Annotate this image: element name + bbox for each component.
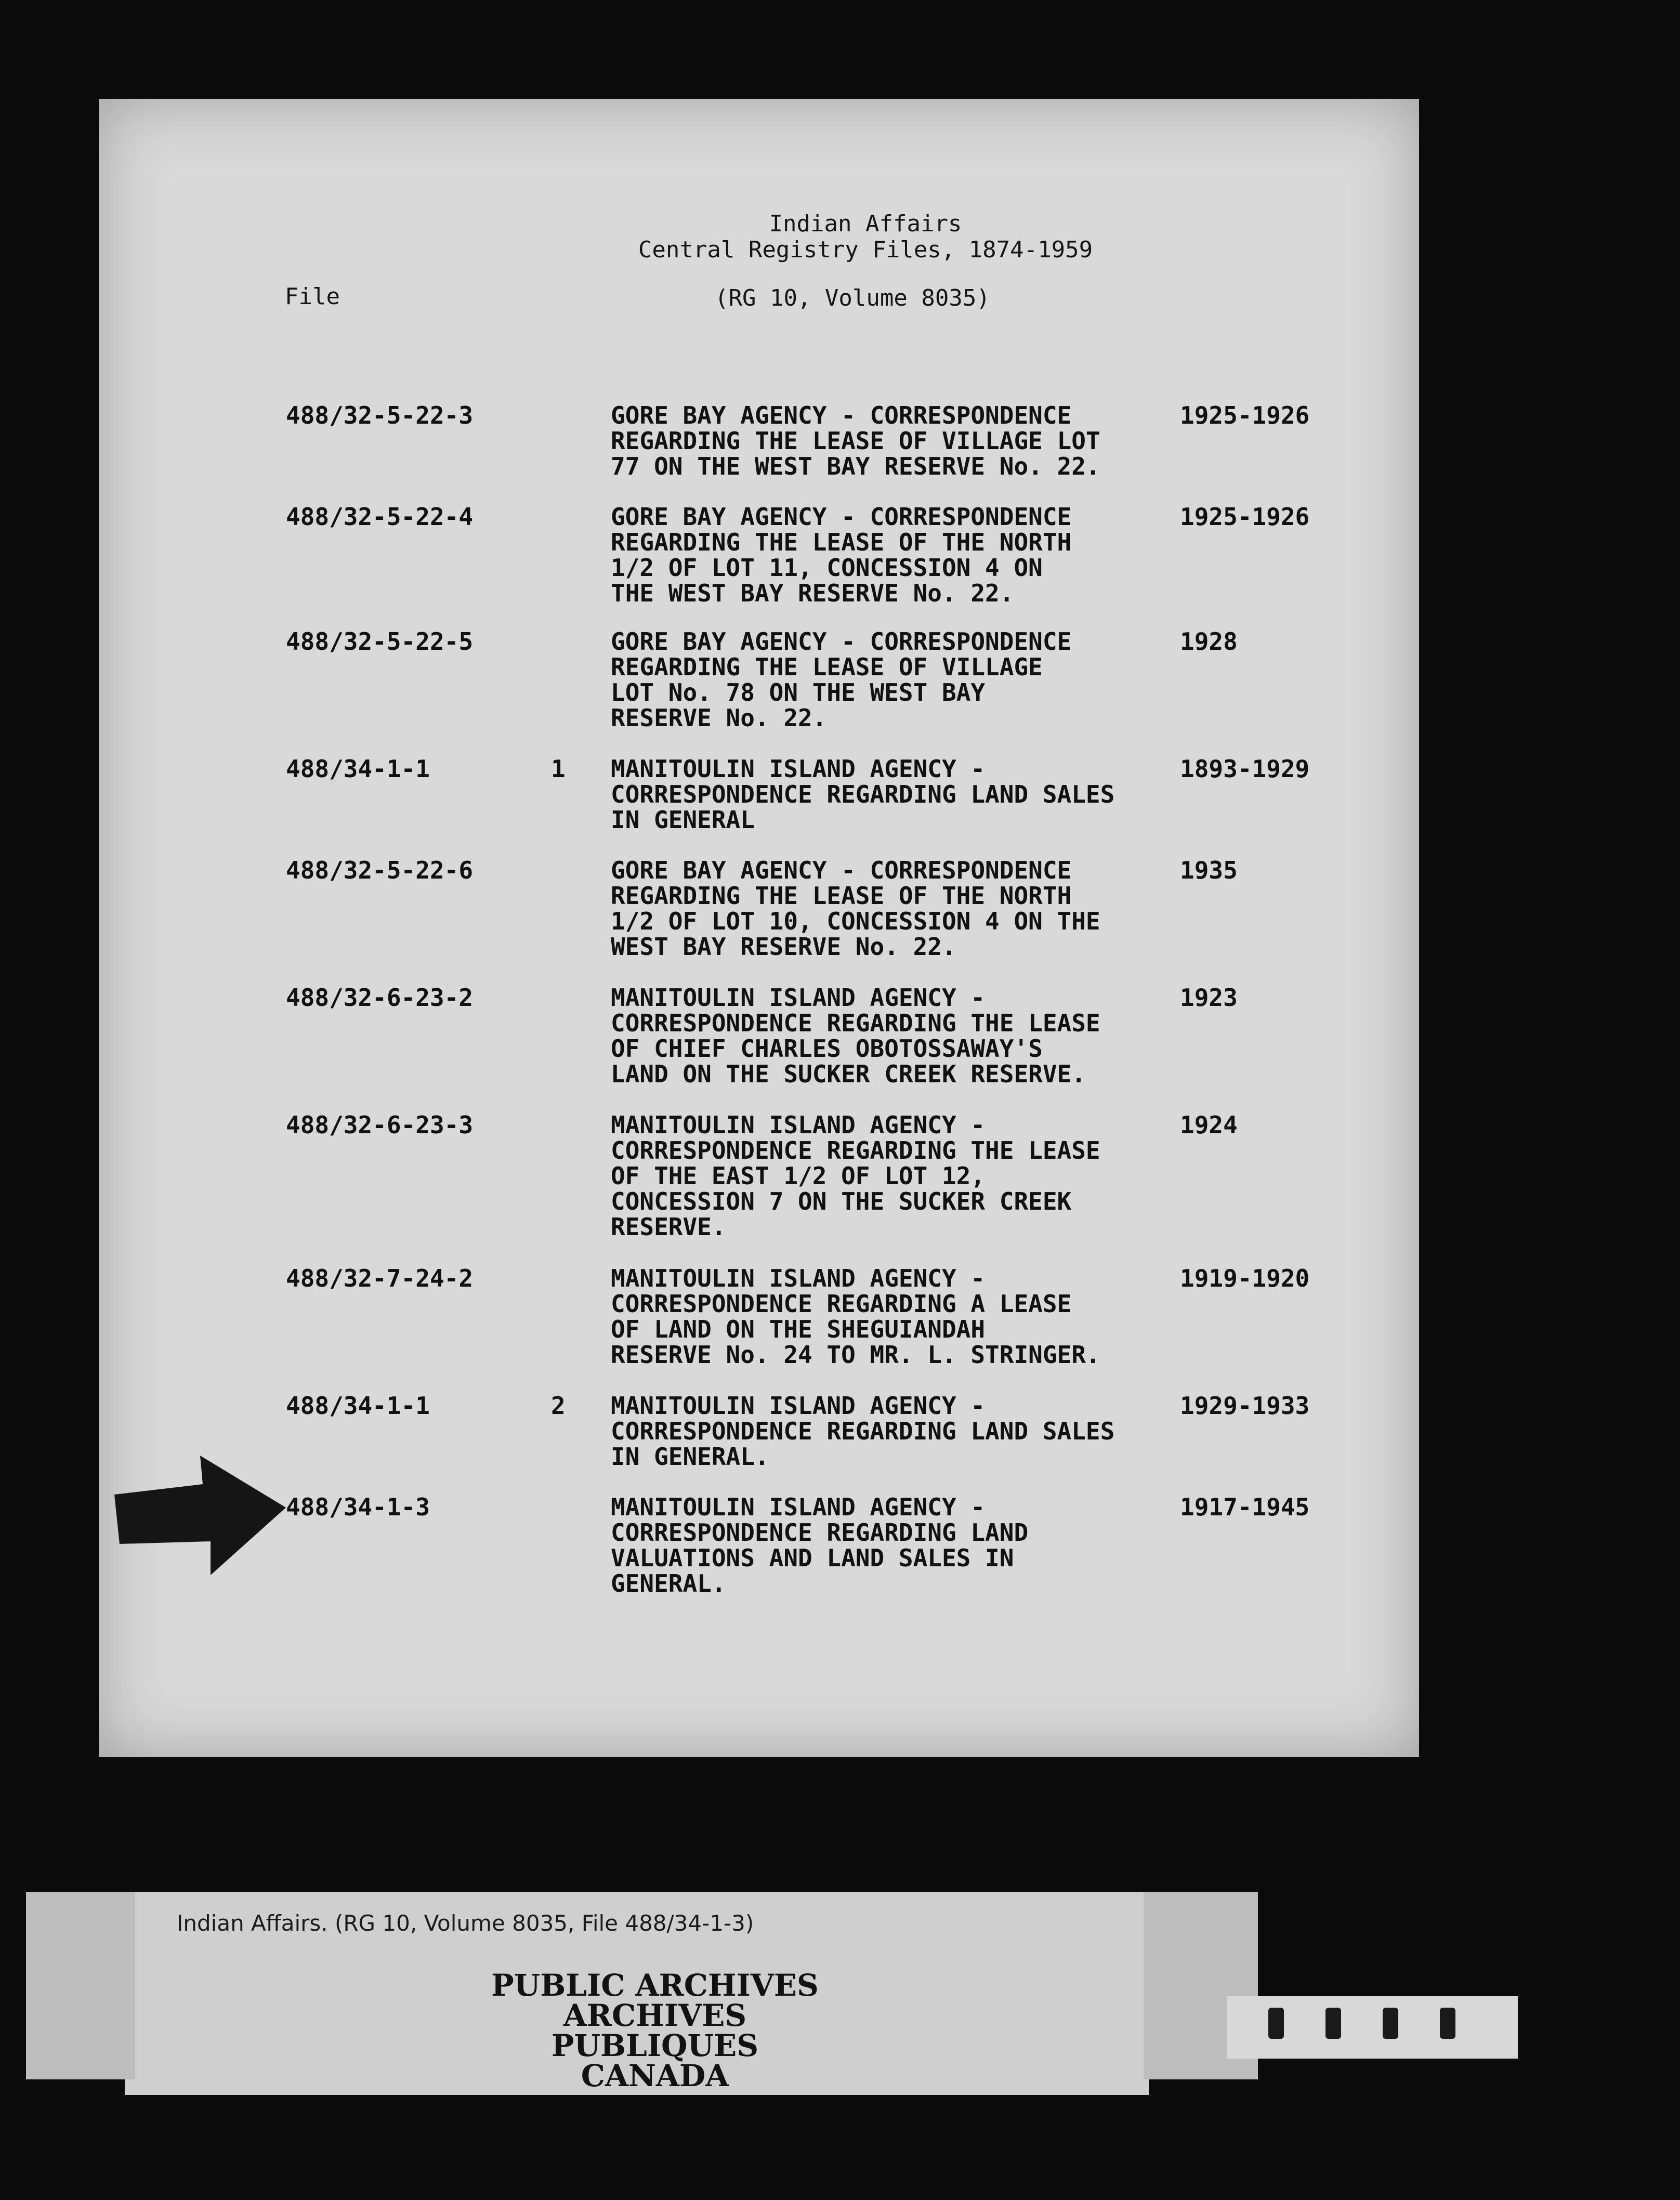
file-description: MANITOULIN ISLAND AGENCY - CORRESPONDENCE REGARDING LAND SALES IN GENERAL. <box>611 1392 1115 1471</box>
file-column-header: File <box>285 283 340 310</box>
stamp-line-3: CANADA <box>581 2058 729 2093</box>
file-number: 488/34-1-1 <box>286 755 430 783</box>
part-number: 1 <box>551 755 566 783</box>
file-description: MANITOULIN ISLAND AGENCY - CORRESPONDENCE REGARDING LAND VALUATIONS AND LAND SALES IN GENERAL. <box>611 1493 1029 1597</box>
archives-stamp <box>457 1970 852 2091</box>
file-dates: 1893-1929 <box>1180 755 1310 783</box>
file-description: MANITOULIN ISLAND AGENCY - CORRESPONDENCE REGARDING A LEASE OF LAND ON THE SHEGUIANDAH RESERVE No. 24 TO MR. L. STRINGER. <box>611 1264 1100 1369</box>
page-subtitle: Central Registry Files, 1874-1959 <box>638 237 1093 263</box>
file-description: GORE BAY AGENCY - CORRESPONDENCE REGARDING THE LEASE OF THE NORTH 1/2 OF LOT 11, CONCESSION 4 ON THE WEST BAY RESERVE No. 22. <box>611 503 1072 607</box>
file-description: MANITOULIN ISLAND AGENCY - CORRESPONDENCE REGARDING LAND SALES IN GENERAL <box>611 755 1115 834</box>
label-tab-left <box>26 1892 135 2079</box>
archive-reference: Indian Affairs. (RG 10, Volume 8035, File 488/34-1-3) <box>177 1910 754 1936</box>
file-number: 488/32-6-23-2 <box>286 984 474 1012</box>
file-number: 488/32-5-22-6 <box>286 856 474 884</box>
file-dates: 1917-1945 <box>1180 1493 1310 1521</box>
file-number: 488/34-1-3 <box>286 1493 430 1521</box>
file-dates: 1928 <box>1180 627 1238 656</box>
stamp-line-2: ARCHIVES PUBLIQUES <box>551 1998 759 2063</box>
file-dates: 1923 <box>1180 984 1238 1012</box>
file-description: MANITOULIN ISLAND AGENCY - CORRESPONDENCE REGARDING THE LEASE OF THE EAST 1/2 OF LOT 12, CONCESSION 7 ON THE SUCKER CREEK RESERVE. <box>611 1111 1100 1241</box>
file-number: 488/32-7-24-2 <box>286 1264 474 1292</box>
pointer-arrow-icon <box>114 1456 286 1575</box>
stamp-line-1: PUBLIC ARCHIVES <box>491 1968 819 2003</box>
page-title: Indian Affairs <box>769 211 962 237</box>
file-dates: 1929-1933 <box>1180 1392 1310 1420</box>
file-number: 488/34-1-1 <box>286 1392 430 1420</box>
file-number: 488/32-6-23-3 <box>286 1111 474 1139</box>
file-number: 488/32-5-22-5 <box>286 627 474 656</box>
document-page <box>99 99 1419 1757</box>
file-dates: 1919-1920 <box>1180 1264 1310 1292</box>
frame-counter-icon <box>1227 1996 1518 2059</box>
file-description: GORE BAY AGENCY - CORRESPONDENCE REGARDING THE LEASE OF VILLAGE LOT 77 ON THE WEST BAY RESERVE No. 22. <box>611 401 1100 480</box>
file-dates: 1924 <box>1180 1111 1238 1139</box>
part-number: 2 <box>551 1392 566 1420</box>
file-number: 488/32-5-22-3 <box>286 401 474 429</box>
file-dates: 1925-1926 <box>1180 401 1310 429</box>
file-dates: 1925-1926 <box>1180 503 1310 531</box>
file-description: GORE BAY AGENCY - CORRESPONDENCE REGARDING THE LEASE OF THE NORTH 1/2 OF LOT 10, CONCESSION 4 ON THE WEST BAY RESERVE No. 22. <box>611 856 1100 961</box>
file-number: 488/32-5-22-4 <box>286 503 474 531</box>
file-dates: 1935 <box>1180 856 1238 884</box>
file-description: GORE BAY AGENCY - CORRESPONDENCE REGARDING THE LEASE OF VILLAGE LOT No. 78 ON THE WEST BAY RESERVE No. 22. <box>611 627 1072 732</box>
file-description: MANITOULIN ISLAND AGENCY - CORRESPONDENCE REGARDING THE LEASE OF CHIEF CHARLES OBOTOSSAWAY'S LAND ON THE SUCKER CREEK RESERVE. <box>611 984 1100 1088</box>
volume-reference: (RG 10, Volume 8035) <box>715 285 990 311</box>
